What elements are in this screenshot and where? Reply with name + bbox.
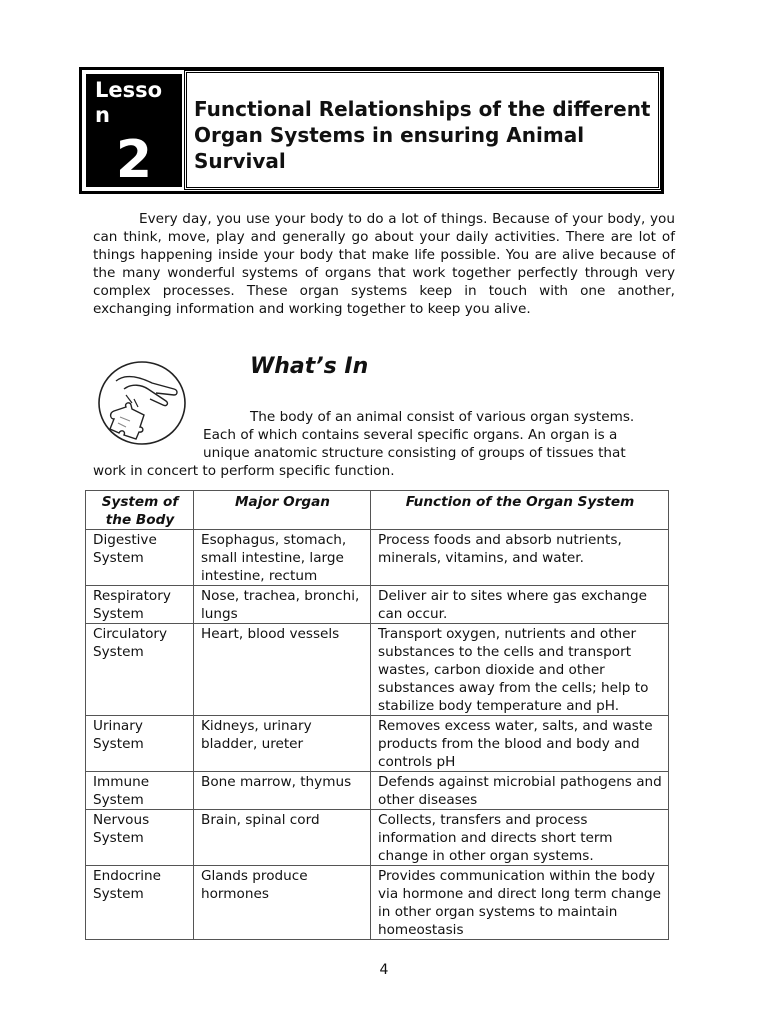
lesson-header [79,67,664,194]
table-row [86,530,669,586]
system-cell: Circulatory System [86,624,194,716]
lesson-badge [86,74,182,190]
function-cell: Removes excess water, salts, and waste products from the blood and body and controls pH [371,716,669,772]
column-header-organ: Major Organ [194,491,371,530]
table-row [86,810,669,866]
whats-in-line: unique anatomic structure consisting of groups of tissues that [203,445,626,461]
table-row [86,586,669,624]
table-header-row [86,491,669,530]
page-number: 4 [379,962,389,978]
whats-in-line: The body of an animal consist of various organ systems. [250,409,635,425]
whats-in-line: Each of which contains several specific organs. An organ is a [203,427,618,443]
intro-paragraph: Every day, you use your body to do a lot of things. Because of your body, you can think, move, play and generally go about your daily activities. There are lot of things happening inside your body that make life possible. You are alive because of the many wonderful systems of organs that work together perfectly through very complex processes. These organ systems keep in touch with one another, exchanging information and working together to keep you alive. [93,211,675,317]
system-cell: Digestive System [86,530,194,586]
organ-cell: Glands produce hormones [194,866,371,940]
lesson-title-box [186,72,659,188]
organ-cell: Esophagus, stomach, small intestine, large intestine, rectum [194,530,371,586]
whats-in-line: work in concert to perform specific function. [93,463,395,479]
organ-cell: Kidneys, urinary bladder, ureter [194,716,371,772]
table-row [86,624,669,716]
whats-in-heading: What’s In [250,354,369,379]
function-cell: Process foods and absorb nutrients, minerals, vitamins, and water. [371,530,669,586]
organ-cell: Brain, spinal cord [194,810,371,866]
system-cell: Nervous System [86,810,194,866]
table-row [86,716,669,772]
lesson-title: Functional Relationships of the different Organ Systems in ensuring Animal Survival [194,97,651,173]
function-cell: Deliver air to sites where gas exchange can occur. [371,586,669,624]
lesson-number: 2 [115,130,153,190]
organ-systems-table [85,490,669,940]
system-cell: Respiratory System [86,586,194,624]
system-cell: Urinary System [86,716,194,772]
lesson-word: Lesson [95,78,163,127]
function-cell: Transport oxygen, nutrients and other substances to the cells and transport wastes, carbon dioxide and other substances away from the cells; help to stabilize body temperature and pH. [371,624,669,716]
column-header-function: Function of the Organ System [371,491,669,530]
organ-cell: Nose, trachea, bronchi, lungs [194,586,371,624]
function-cell: Defends against microbial pathogens and other diseases [371,772,669,810]
table-row [86,866,669,940]
function-cell: Provides communication within the body via hormone and direct long term change in other organ systems to maintain homeostasis [371,866,669,940]
column-header-system: System of the Body [86,491,194,530]
organ-cell: Bone marrow, thymus [194,772,371,810]
system-cell: Endocrine System [86,866,194,940]
organ-cell: Heart, blood vessels [194,624,371,716]
system-cell: Immune System [86,772,194,810]
function-cell: Collects, transfers and process information and directs short term change in other organ systems. [371,810,669,866]
whats-in-paragraph [93,408,673,480]
table-row [86,772,669,810]
